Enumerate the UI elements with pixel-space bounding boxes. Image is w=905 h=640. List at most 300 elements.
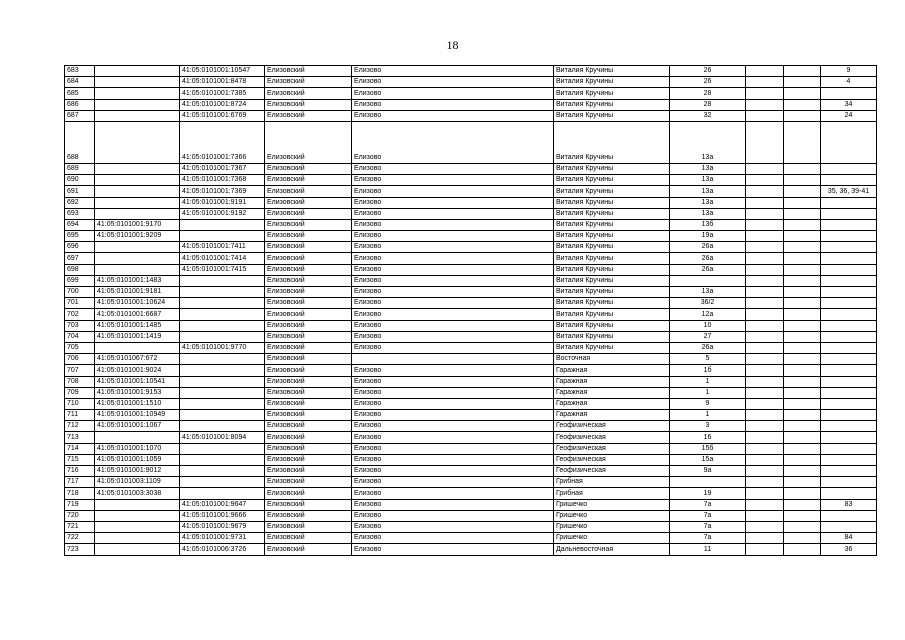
building-part-cell <box>746 121 784 163</box>
settlement-cell: Елизово <box>352 309 554 320</box>
land-plot-cadastral-number-cell: 41:05:0101001:1483 <box>95 275 180 286</box>
apartment-numbers-cell <box>821 410 877 421</box>
house-number-cell: 5 <box>670 354 746 365</box>
building-part-cell <box>746 264 784 275</box>
district-cell: Елизовский <box>265 432 352 443</box>
house-number-cell: 32 <box>670 110 746 121</box>
district-cell: Елизовский <box>265 175 352 186</box>
house-number-cell: 1 <box>670 387 746 398</box>
building-part-cell <box>746 253 784 264</box>
land-plot-cadastral-number-cell <box>95 432 180 443</box>
apartment-numbers-cell: 4 <box>821 77 877 88</box>
settlement-cell: Елизово <box>352 275 554 286</box>
corpus-cell <box>784 354 821 365</box>
house-number-cell: 15б <box>670 443 746 454</box>
land-plot-cadastral-number-cell <box>95 99 180 110</box>
building-part-cell <box>746 488 784 499</box>
apartment-numbers-cell <box>821 197 877 208</box>
corpus-cell <box>784 66 821 77</box>
settlement-cell: Елизово <box>352 242 554 253</box>
table-row <box>65 208 877 219</box>
corpus-cell <box>784 410 821 421</box>
house-number-cell: 26а <box>670 264 746 275</box>
corpus-cell <box>784 376 821 387</box>
house-number-cell: 7а <box>670 510 746 521</box>
apartment-numbers-cell <box>821 309 877 320</box>
settlement-cell: Елизово <box>352 197 554 208</box>
land-plot-cadastral-number-cell <box>95 253 180 264</box>
apartment-numbers-cell <box>821 365 877 376</box>
building-cadastral-number-cell <box>180 219 265 230</box>
apartment-numbers-cell <box>821 275 877 286</box>
house-number-cell: 26 <box>670 77 746 88</box>
building-part-cell <box>746 421 784 432</box>
district-cell: Елизовский <box>265 186 352 197</box>
district-cell: Елизовский <box>265 264 352 275</box>
row-number-cell: 688 <box>65 121 95 163</box>
building-cadastral-number-cell: 41:05:0101006:3726 <box>180 544 265 555</box>
house-number-cell: 13а <box>670 163 746 174</box>
building-part-cell <box>746 354 784 365</box>
land-plot-cadastral-number-cell: 41:05:0101001:9170 <box>95 219 180 230</box>
building-part-cell <box>746 398 784 409</box>
house-number-cell: 7а <box>670 533 746 544</box>
row-number-cell: 701 <box>65 298 95 309</box>
street-cell: Гришечко <box>554 521 670 532</box>
apartment-numbers-cell <box>821 443 877 454</box>
row-number-cell: 685 <box>65 88 95 99</box>
building-cadastral-number-cell <box>180 309 265 320</box>
building-cadastral-number-cell <box>180 287 265 298</box>
page-number: 18 <box>446 38 459 52</box>
building-cadastral-number-cell <box>180 231 265 242</box>
table-row <box>65 275 877 286</box>
settlement-cell: Елизово <box>352 163 554 174</box>
house-number-cell: 13а <box>670 287 746 298</box>
building-cadastral-number-cell <box>180 354 265 365</box>
building-cadastral-number-cell: 41:05:0101001:8094 <box>180 432 265 443</box>
building-part-cell <box>746 110 784 121</box>
row-number-cell: 718 <box>65 488 95 499</box>
table-row <box>65 454 877 465</box>
corpus-cell <box>784 309 821 320</box>
land-plot-cadastral-number-cell: 41:05:0101001:1485 <box>95 320 180 331</box>
district-cell: Елизовский <box>265 253 352 264</box>
corpus-cell <box>784 466 821 477</box>
house-number-cell: 13а <box>670 197 746 208</box>
house-number-cell: 12а <box>670 309 746 320</box>
building-part-cell <box>746 242 784 253</box>
row-number-cell: 692 <box>65 197 95 208</box>
row-number-cell: 687 <box>65 110 95 121</box>
district-cell: Елизовский <box>265 88 352 99</box>
row-number-cell: 697 <box>65 253 95 264</box>
corpus-cell <box>784 544 821 555</box>
district-cell: Елизовский <box>265 466 352 477</box>
corpus-cell <box>784 298 821 309</box>
apartment-numbers-cell: 35, 36, 39-41 <box>821 186 877 197</box>
building-cadastral-number-cell <box>180 331 265 342</box>
street-cell: Виталия Кручины <box>554 331 670 342</box>
row-number-cell: 714 <box>65 443 95 454</box>
table-row <box>65 309 877 320</box>
settlement-cell: Елизово <box>352 421 554 432</box>
building-part-cell <box>746 298 784 309</box>
building-part-cell <box>746 510 784 521</box>
table-row <box>65 99 877 110</box>
settlement-cell: Елизово <box>352 298 554 309</box>
row-number-cell: 704 <box>65 331 95 342</box>
row-number-cell: 707 <box>65 365 95 376</box>
land-plot-cadastral-number-cell <box>95 175 180 186</box>
house-number-cell: 13а <box>670 121 746 163</box>
apartment-numbers-cell <box>821 219 877 230</box>
building-cadastral-number-cell <box>180 488 265 499</box>
street-cell: Виталия Кручины <box>554 66 670 77</box>
corpus-cell <box>784 242 821 253</box>
street-cell: Виталия Кручины <box>554 242 670 253</box>
building-cadastral-number-cell: 41:05:0101001:7385 <box>180 88 265 99</box>
building-cadastral-number-cell: 41:05:0101001:7367 <box>180 163 265 174</box>
building-cadastral-number-cell <box>180 466 265 477</box>
land-plot-cadastral-number-cell <box>95 163 180 174</box>
row-number-cell: 693 <box>65 208 95 219</box>
table-row <box>65 521 877 532</box>
table-row <box>65 287 877 298</box>
house-number-cell: 15а <box>670 454 746 465</box>
table-row <box>65 443 877 454</box>
settlement-cell: Елизово <box>352 208 554 219</box>
building-part-cell <box>746 533 784 544</box>
row-number-cell: 706 <box>65 354 95 365</box>
settlement-cell: Елизово <box>352 466 554 477</box>
house-number-cell: 13а <box>670 186 746 197</box>
street-cell: Геофизическая <box>554 443 670 454</box>
corpus-cell <box>784 331 821 342</box>
settlement-cell: Елизово <box>352 454 554 465</box>
settlement-cell: Елизово <box>352 365 554 376</box>
corpus-cell <box>784 110 821 121</box>
row-number-cell: 691 <box>65 186 95 197</box>
settlement-cell: Елизово <box>352 443 554 454</box>
building-part-cell <box>746 77 784 88</box>
row-number-cell: 723 <box>65 544 95 555</box>
apartment-numbers-cell <box>821 287 877 298</box>
table-row <box>65 121 877 163</box>
settlement-cell: Елизово <box>352 331 554 342</box>
apartment-numbers-cell <box>821 298 877 309</box>
apartment-numbers-cell <box>821 466 877 477</box>
building-cadastral-number-cell <box>180 298 265 309</box>
building-cadastral-number-cell <box>180 376 265 387</box>
row-number-cell: 700 <box>65 287 95 298</box>
land-plot-cadastral-number-cell <box>95 77 180 88</box>
apartment-numbers-cell <box>821 208 877 219</box>
street-cell: Виталия Кручины <box>554 197 670 208</box>
table-row <box>65 197 877 208</box>
apartment-numbers-cell <box>821 432 877 443</box>
corpus-cell <box>784 488 821 499</box>
house-number-cell <box>670 275 746 286</box>
land-plot-cadastral-number-cell <box>95 499 180 510</box>
land-plot-cadastral-number-cell <box>95 110 180 121</box>
building-part-cell <box>746 432 784 443</box>
land-plot-cadastral-number-cell: 41:05:0101001:6687 <box>95 309 180 320</box>
house-number-cell: 28 <box>670 99 746 110</box>
building-cadastral-number-cell: 41:05:0101001:9666 <box>180 510 265 521</box>
row-number-cell: 715 <box>65 454 95 465</box>
table-row <box>65 110 877 121</box>
building-cadastral-number-cell: 41:05:0101001:10547 <box>180 66 265 77</box>
corpus-cell <box>784 477 821 488</box>
house-number-cell: 7а <box>670 521 746 532</box>
settlement-cell: Елизово <box>352 121 554 163</box>
house-number-cell: 28 <box>670 88 746 99</box>
district-cell: Елизовский <box>265 365 352 376</box>
land-plot-cadastral-number-cell <box>95 88 180 99</box>
apartment-numbers-cell <box>821 342 877 353</box>
corpus-cell <box>784 253 821 264</box>
row-number-cell: 710 <box>65 398 95 409</box>
building-part-cell <box>746 443 784 454</box>
settlement-cell: Елизово <box>352 544 554 555</box>
street-cell: Виталия Кручины <box>554 219 670 230</box>
table-row <box>65 488 877 499</box>
street-cell: Гаражная <box>554 410 670 421</box>
district-cell: Елизовский <box>265 163 352 174</box>
street-cell: Виталия Кручины <box>554 342 670 353</box>
street-cell: Виталия Кручины <box>554 208 670 219</box>
settlement-cell <box>352 354 554 365</box>
building-cadastral-number-cell <box>180 410 265 421</box>
land-plot-cadastral-number-cell: 41:05:0101001:10541 <box>95 376 180 387</box>
table-row <box>65 298 877 309</box>
row-number-cell: 711 <box>65 410 95 421</box>
corpus-cell <box>784 219 821 230</box>
house-number-cell: 36/2 <box>670 298 746 309</box>
table-row <box>65 466 877 477</box>
row-number-cell: 713 <box>65 432 95 443</box>
row-number-cell: 696 <box>65 242 95 253</box>
building-part-cell <box>746 275 784 286</box>
row-number-cell: 716 <box>65 466 95 477</box>
corpus-cell <box>784 510 821 521</box>
house-number-cell: 13а <box>670 208 746 219</box>
apartment-numbers-cell <box>821 488 877 499</box>
apartment-numbers-cell <box>821 264 877 275</box>
street-cell: Виталия Кручины <box>554 253 670 264</box>
building-cadastral-number-cell: 41:05:0101001:8478 <box>180 77 265 88</box>
street-cell: Геофизическая <box>554 432 670 443</box>
street-cell: Виталия Кручины <box>554 275 670 286</box>
district-cell: Елизовский <box>265 298 352 309</box>
corpus-cell <box>784 208 821 219</box>
settlement-cell: Елизово <box>352 320 554 331</box>
row-number-cell: 720 <box>65 510 95 521</box>
building-part-cell <box>746 320 784 331</box>
table-row <box>65 342 877 353</box>
apartment-numbers-cell: 83 <box>821 499 877 510</box>
row-number-cell: 721 <box>65 521 95 532</box>
apartment-numbers-cell: 24 <box>821 110 877 121</box>
settlement-cell: Елизово <box>352 533 554 544</box>
land-plot-cadastral-number-cell <box>95 66 180 77</box>
settlement-cell: Елизово <box>352 510 554 521</box>
building-part-cell <box>746 410 784 421</box>
building-part-cell <box>746 521 784 532</box>
corpus-cell <box>784 432 821 443</box>
street-cell: Гришечко <box>554 499 670 510</box>
apartment-numbers-cell <box>821 231 877 242</box>
district-cell: Елизовский <box>265 443 352 454</box>
district-cell: Елизовский <box>265 354 352 365</box>
corpus-cell <box>784 88 821 99</box>
building-part-cell <box>746 231 784 242</box>
land-plot-cadastral-number-cell <box>95 533 180 544</box>
corpus-cell <box>784 175 821 186</box>
building-part-cell <box>746 499 784 510</box>
building-cadastral-number-cell: 41:05:0101001:7368 <box>180 175 265 186</box>
land-plot-cadastral-number-cell <box>95 342 180 353</box>
settlement-cell: Елизово <box>352 342 554 353</box>
land-plot-cadastral-number-cell: 41:05:0101001:9181 <box>95 287 180 298</box>
building-cadastral-number-cell: 41:05:0101001:8724 <box>180 99 265 110</box>
district-cell: Елизовский <box>265 421 352 432</box>
building-part-cell <box>746 175 784 186</box>
building-cadastral-number-cell: 41:05:0101001:9770 <box>180 342 265 353</box>
building-cadastral-number-cell: 41:05:0101001:9647 <box>180 499 265 510</box>
street-cell: Геофизическая <box>554 466 670 477</box>
street-cell: Виталия Кручины <box>554 88 670 99</box>
corpus-cell <box>784 163 821 174</box>
building-cadastral-number-cell: 41:05:0101001:9679 <box>180 521 265 532</box>
land-plot-cadastral-number-cell: 41:05:0101001:10624 <box>95 298 180 309</box>
building-cadastral-number-cell: 41:05:0101001:7369 <box>180 186 265 197</box>
settlement-cell: Елизово <box>352 499 554 510</box>
house-number-cell: 7а <box>670 499 746 510</box>
table-row <box>65 186 877 197</box>
building-cadastral-number-cell: 41:05:0101001:9192 <box>180 208 265 219</box>
house-number-cell: 1 <box>670 410 746 421</box>
apartment-numbers-cell <box>821 454 877 465</box>
table-row <box>65 365 877 376</box>
building-cadastral-number-cell <box>180 477 265 488</box>
table-row <box>65 410 877 421</box>
street-cell: Виталия Кручины <box>554 121 670 163</box>
settlement-cell: Елизово <box>352 488 554 499</box>
table-row <box>65 398 877 409</box>
land-plot-cadastral-number-cell: 41:05:0101001:1070 <box>95 443 180 454</box>
land-plot-cadastral-number-cell: 41:05:0101001:9024 <box>95 365 180 376</box>
land-plot-cadastral-number-cell: 41:05:0101001:10949 <box>95 410 180 421</box>
street-cell: Геофизическая <box>554 421 670 432</box>
building-part-cell <box>746 331 784 342</box>
land-plot-cadastral-number-cell: 41:05:0101001:1419 <box>95 331 180 342</box>
street-cell: Геофизическая <box>554 454 670 465</box>
district-cell: Елизовский <box>265 533 352 544</box>
building-cadastral-number-cell <box>180 387 265 398</box>
table-row <box>65 331 877 342</box>
land-plot-cadastral-number-cell: 41:05:0101001:1510 <box>95 398 180 409</box>
building-part-cell <box>746 477 784 488</box>
street-cell: Виталия Кручины <box>554 287 670 298</box>
apartment-numbers-cell <box>821 510 877 521</box>
corpus-cell <box>784 121 821 163</box>
district-cell: Елизовский <box>265 287 352 298</box>
building-cadastral-number-cell: 41:05:0101001:9191 <box>180 197 265 208</box>
district-cell: Елизовский <box>265 121 352 163</box>
apartment-numbers-cell <box>821 175 877 186</box>
district-cell: Елизовский <box>265 231 352 242</box>
apartment-numbers-cell <box>821 331 877 342</box>
corpus-cell <box>784 398 821 409</box>
street-cell: Гаражная <box>554 387 670 398</box>
apartment-numbers-cell <box>821 320 877 331</box>
building-part-cell <box>746 387 784 398</box>
street-cell: Дальневосточная <box>554 544 670 555</box>
street-cell: Виталия Кручины <box>554 264 670 275</box>
building-part-cell <box>746 544 784 555</box>
building-cadastral-number-cell: 41:05:0101001:7415 <box>180 264 265 275</box>
settlement-cell: Елизово <box>352 264 554 275</box>
district-cell: Елизовский <box>265 331 352 342</box>
settlement-cell: Елизово <box>352 521 554 532</box>
settlement-cell: Елизово <box>352 110 554 121</box>
land-plot-cadastral-number-cell: 41:05:0101001:1067 <box>95 421 180 432</box>
table-row <box>65 242 877 253</box>
land-plot-cadastral-number-cell <box>95 264 180 275</box>
corpus-cell <box>784 197 821 208</box>
building-cadastral-number-cell: 41:05:0101001:7411 <box>180 242 265 253</box>
house-number-cell <box>670 477 746 488</box>
street-cell: Виталия Кручины <box>554 309 670 320</box>
street-cell: Грибная <box>554 488 670 499</box>
row-number-cell: 719 <box>65 499 95 510</box>
table-row <box>65 499 877 510</box>
settlement-cell: Елизово <box>352 410 554 421</box>
house-number-cell: 13б <box>670 219 746 230</box>
street-cell: Гаражная <box>554 398 670 409</box>
building-part-cell <box>746 342 784 353</box>
table-row <box>65 387 877 398</box>
house-number-cell: 9а <box>670 466 746 477</box>
house-number-cell: 1б <box>670 365 746 376</box>
land-plot-cadastral-number-cell <box>95 186 180 197</box>
district-cell: Елизовский <box>265 454 352 465</box>
district-cell: Елизовский <box>265 342 352 353</box>
row-number-cell: 703 <box>65 320 95 331</box>
table-row <box>65 432 877 443</box>
land-plot-cadastral-number-cell <box>95 197 180 208</box>
row-number-cell: 717 <box>65 477 95 488</box>
table-row <box>65 219 877 230</box>
table-row <box>65 66 877 77</box>
settlement-cell: Елизово <box>352 88 554 99</box>
street-cell: Гаражная <box>554 376 670 387</box>
corpus-cell <box>784 186 821 197</box>
settlement-cell: Елизово <box>352 376 554 387</box>
apartment-numbers-cell <box>821 521 877 532</box>
registry-table <box>64 65 877 556</box>
corpus-cell <box>784 287 821 298</box>
building-cadastral-number-cell <box>180 320 265 331</box>
house-number-cell: 16 <box>670 432 746 443</box>
land-plot-cadastral-number-cell: 41:05:0101003:3038 <box>95 488 180 499</box>
table-row <box>65 533 877 544</box>
district-cell: Елизовский <box>265 208 352 219</box>
corpus-cell <box>784 521 821 532</box>
street-cell: Виталия Кручины <box>554 110 670 121</box>
